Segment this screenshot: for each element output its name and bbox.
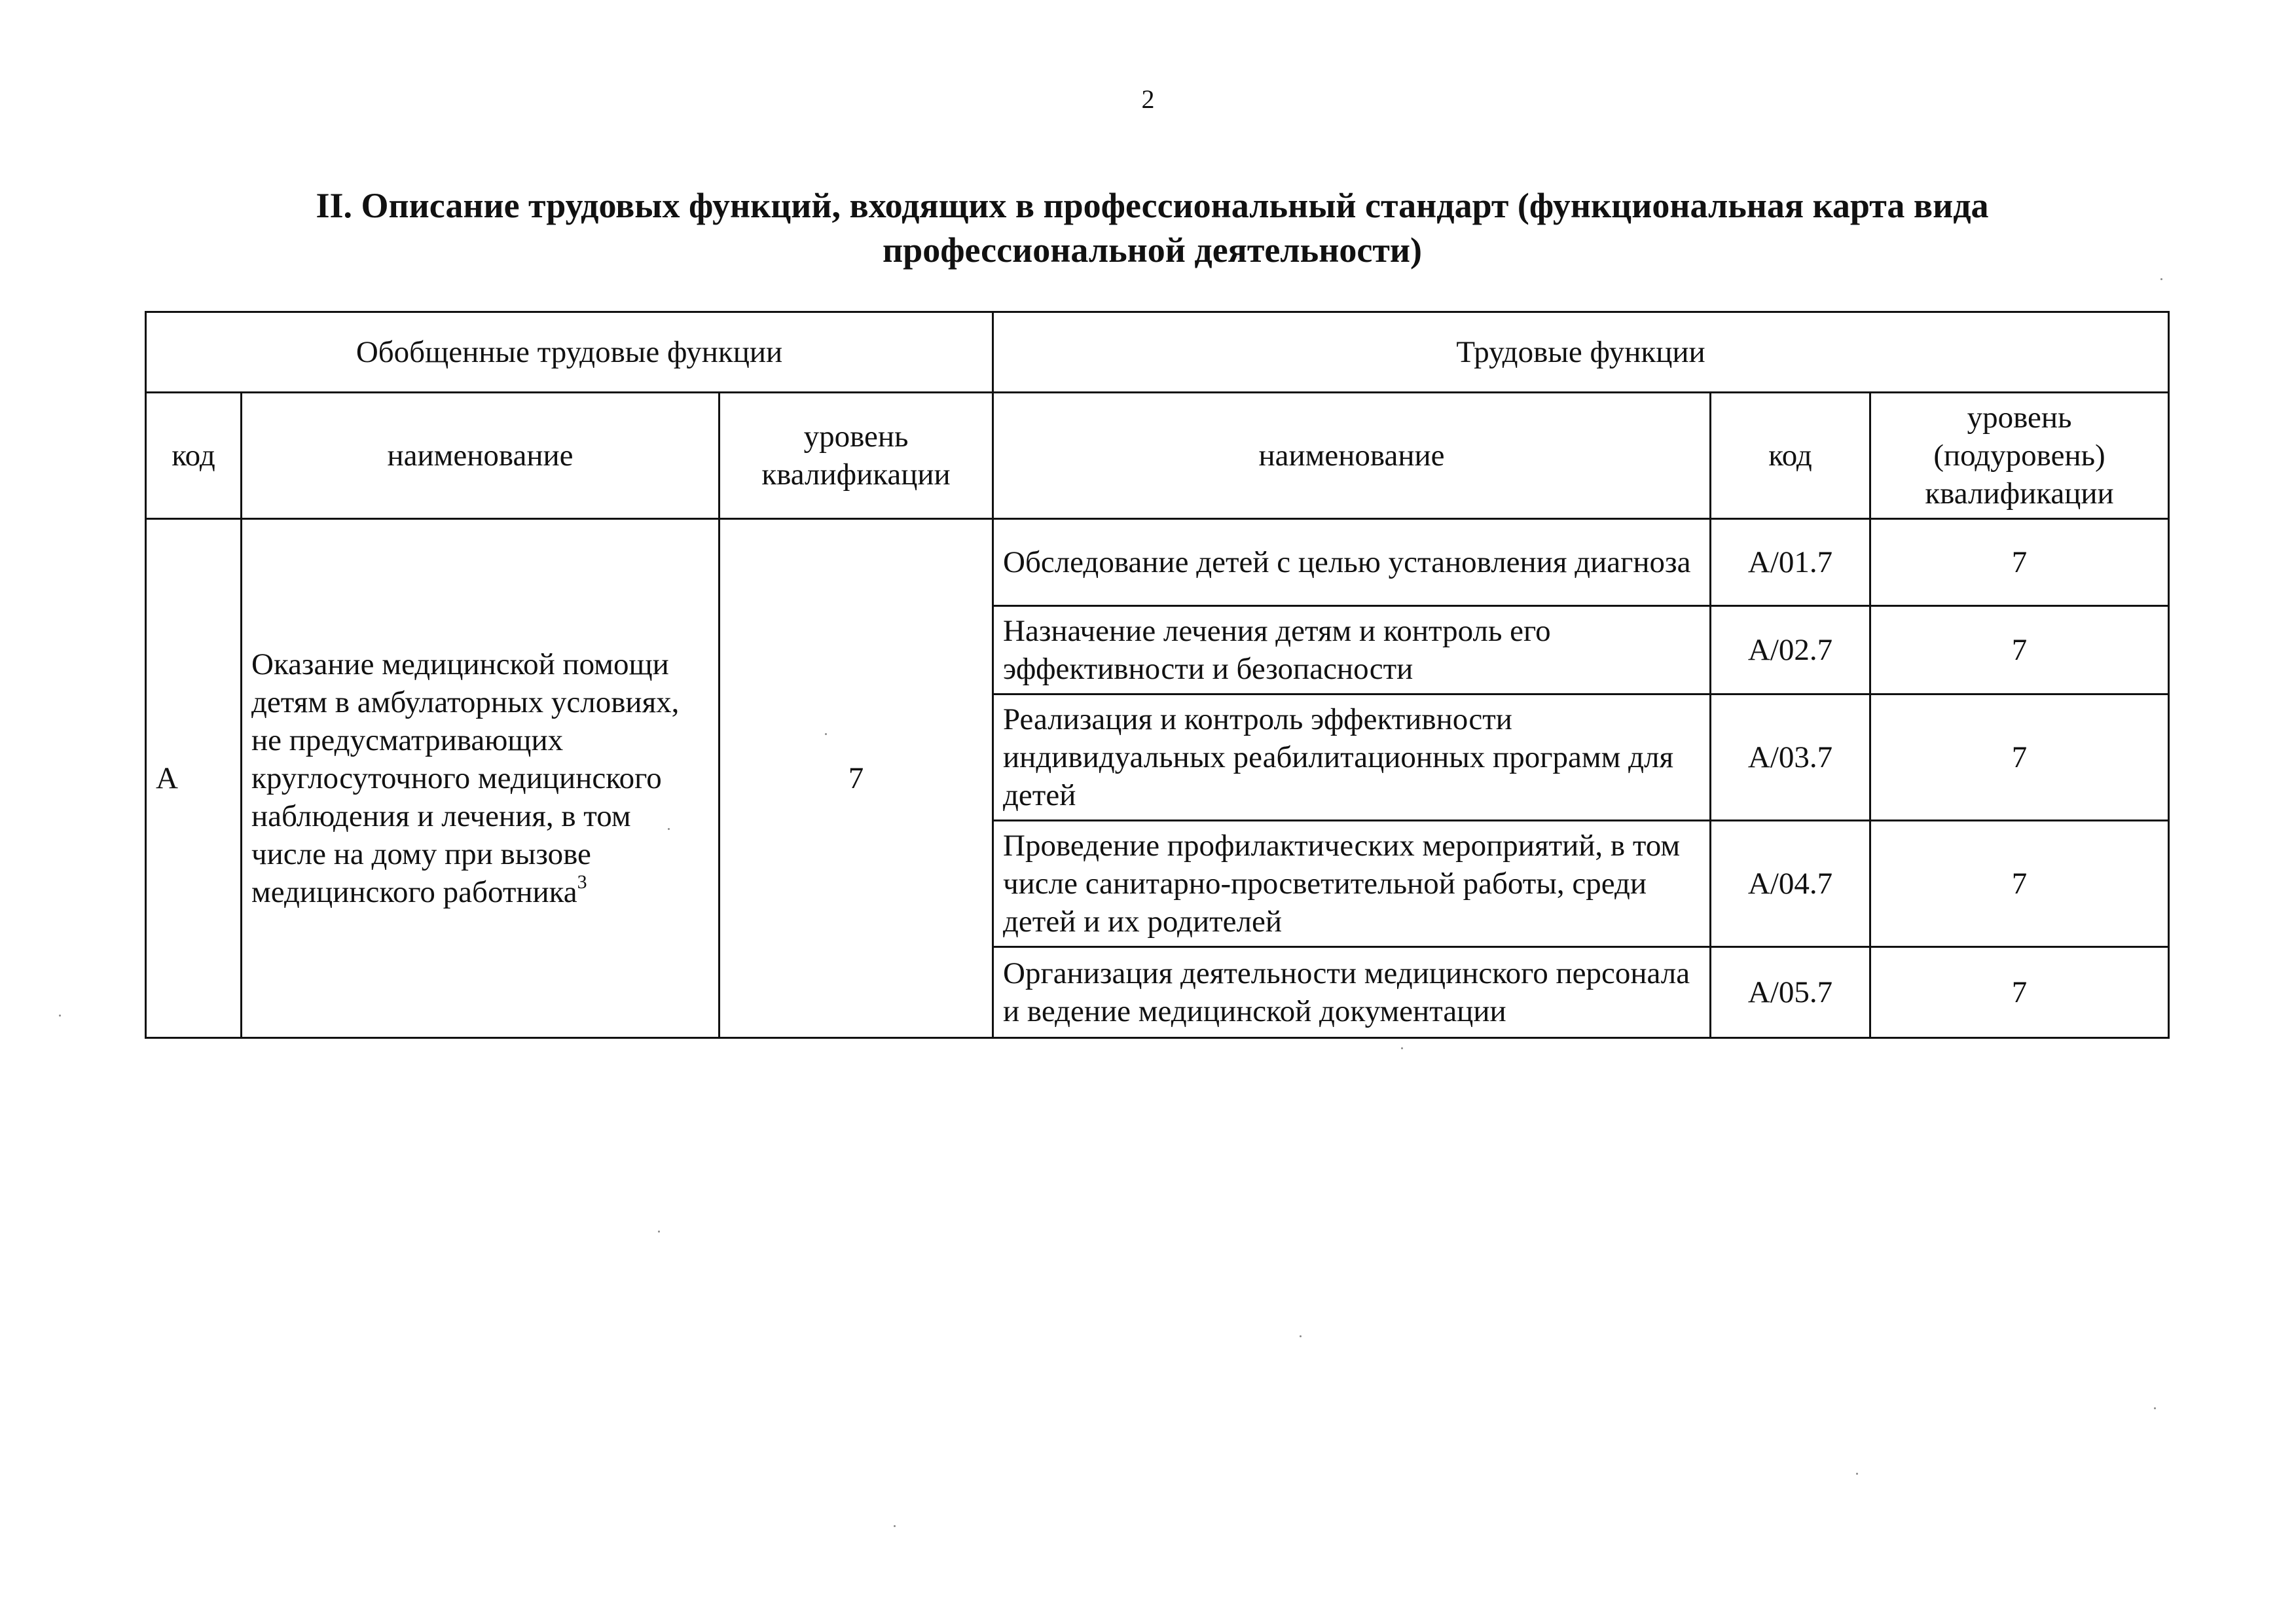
group-header-row (146, 312, 2169, 393)
fn-name-cell: Обследование детей с целью установления диагноза (993, 519, 1711, 606)
fn-level-cell: 7 (1870, 947, 2169, 1038)
scan-speck (2160, 278, 2162, 280)
scan-speck (1401, 1047, 1403, 1049)
scan-speck (668, 828, 670, 830)
fn-code-header: код (1711, 393, 1870, 519)
gen-name-text: Оказание медицинской помощи детям в амбулаторных условиях, не предусматривающих круглосуточного медицинского наблюдения и лечения, в том числе на дому при вызове медицинского работника (251, 647, 680, 909)
fn-code-cell: А/01.7 (1711, 519, 1870, 606)
gen-code-header: код (146, 393, 242, 519)
functional-map-table (145, 311, 2170, 1039)
fn-name-header: наименование (993, 393, 1711, 519)
scan-speck (658, 1231, 660, 1233)
fn-level-header: уровень (подуровень) квалификации (1870, 393, 2169, 519)
fn-code-cell: А/02.7 (1711, 606, 1870, 694)
scan-speck (1856, 1473, 1858, 1475)
column-header-row (146, 393, 2169, 519)
section-title-line-2: профессиональной деятельности) (883, 230, 1422, 270)
scan-speck (1300, 1335, 1302, 1337)
table-row (146, 519, 2169, 606)
gen-level-header: уровень квалификации (720, 393, 993, 519)
scan-speck (2154, 1407, 2156, 1409)
gen-name-cell (242, 519, 720, 1038)
fn-code-cell: А/03.7 (1711, 694, 1870, 821)
section-title-line-1: II. Описание трудовых функций, входящих в профессиональный стандарт (функциональная карта вида (316, 186, 1989, 225)
fn-level-cell: 7 (1870, 606, 2169, 694)
generalized-functions-header: Обобщенные трудовые функции (146, 312, 993, 393)
page-number: 2 (1141, 84, 1155, 114)
fn-level-cell: 7 (1870, 519, 2169, 606)
fn-name-cell: Реализация и контроль эффективности индивидуальных реабилитационных программ для детей (993, 694, 1711, 821)
scan-speck (894, 1525, 896, 1527)
fn-name-cell: Проведение профилактических мероприятий, в том числе санитарно-просветительной работы, среди детей и их родителей (993, 821, 1711, 947)
fn-code-cell: А/04.7 (1711, 821, 1870, 947)
fn-name-cell: Назначение лечения детям и контроль его эффективности и безопасности (993, 606, 1711, 694)
fn-level-cell: 7 (1870, 821, 2169, 947)
scan-speck (59, 1015, 61, 1017)
labor-functions-header: Трудовые функции (993, 312, 2169, 393)
gen-level-cell: 7 (720, 519, 993, 1038)
scan-speck (825, 733, 827, 735)
section-title (216, 183, 2088, 272)
gen-name-header: наименование (242, 393, 720, 519)
gen-code-cell: А (146, 519, 242, 1038)
fn-code-cell: А/05.7 (1711, 947, 1870, 1038)
fn-name-cell: Организация деятельности медицинского персонала и ведение медицинской документации (993, 947, 1711, 1038)
footnote-marker: 3 (577, 871, 587, 893)
fn-level-cell: 7 (1870, 694, 2169, 821)
